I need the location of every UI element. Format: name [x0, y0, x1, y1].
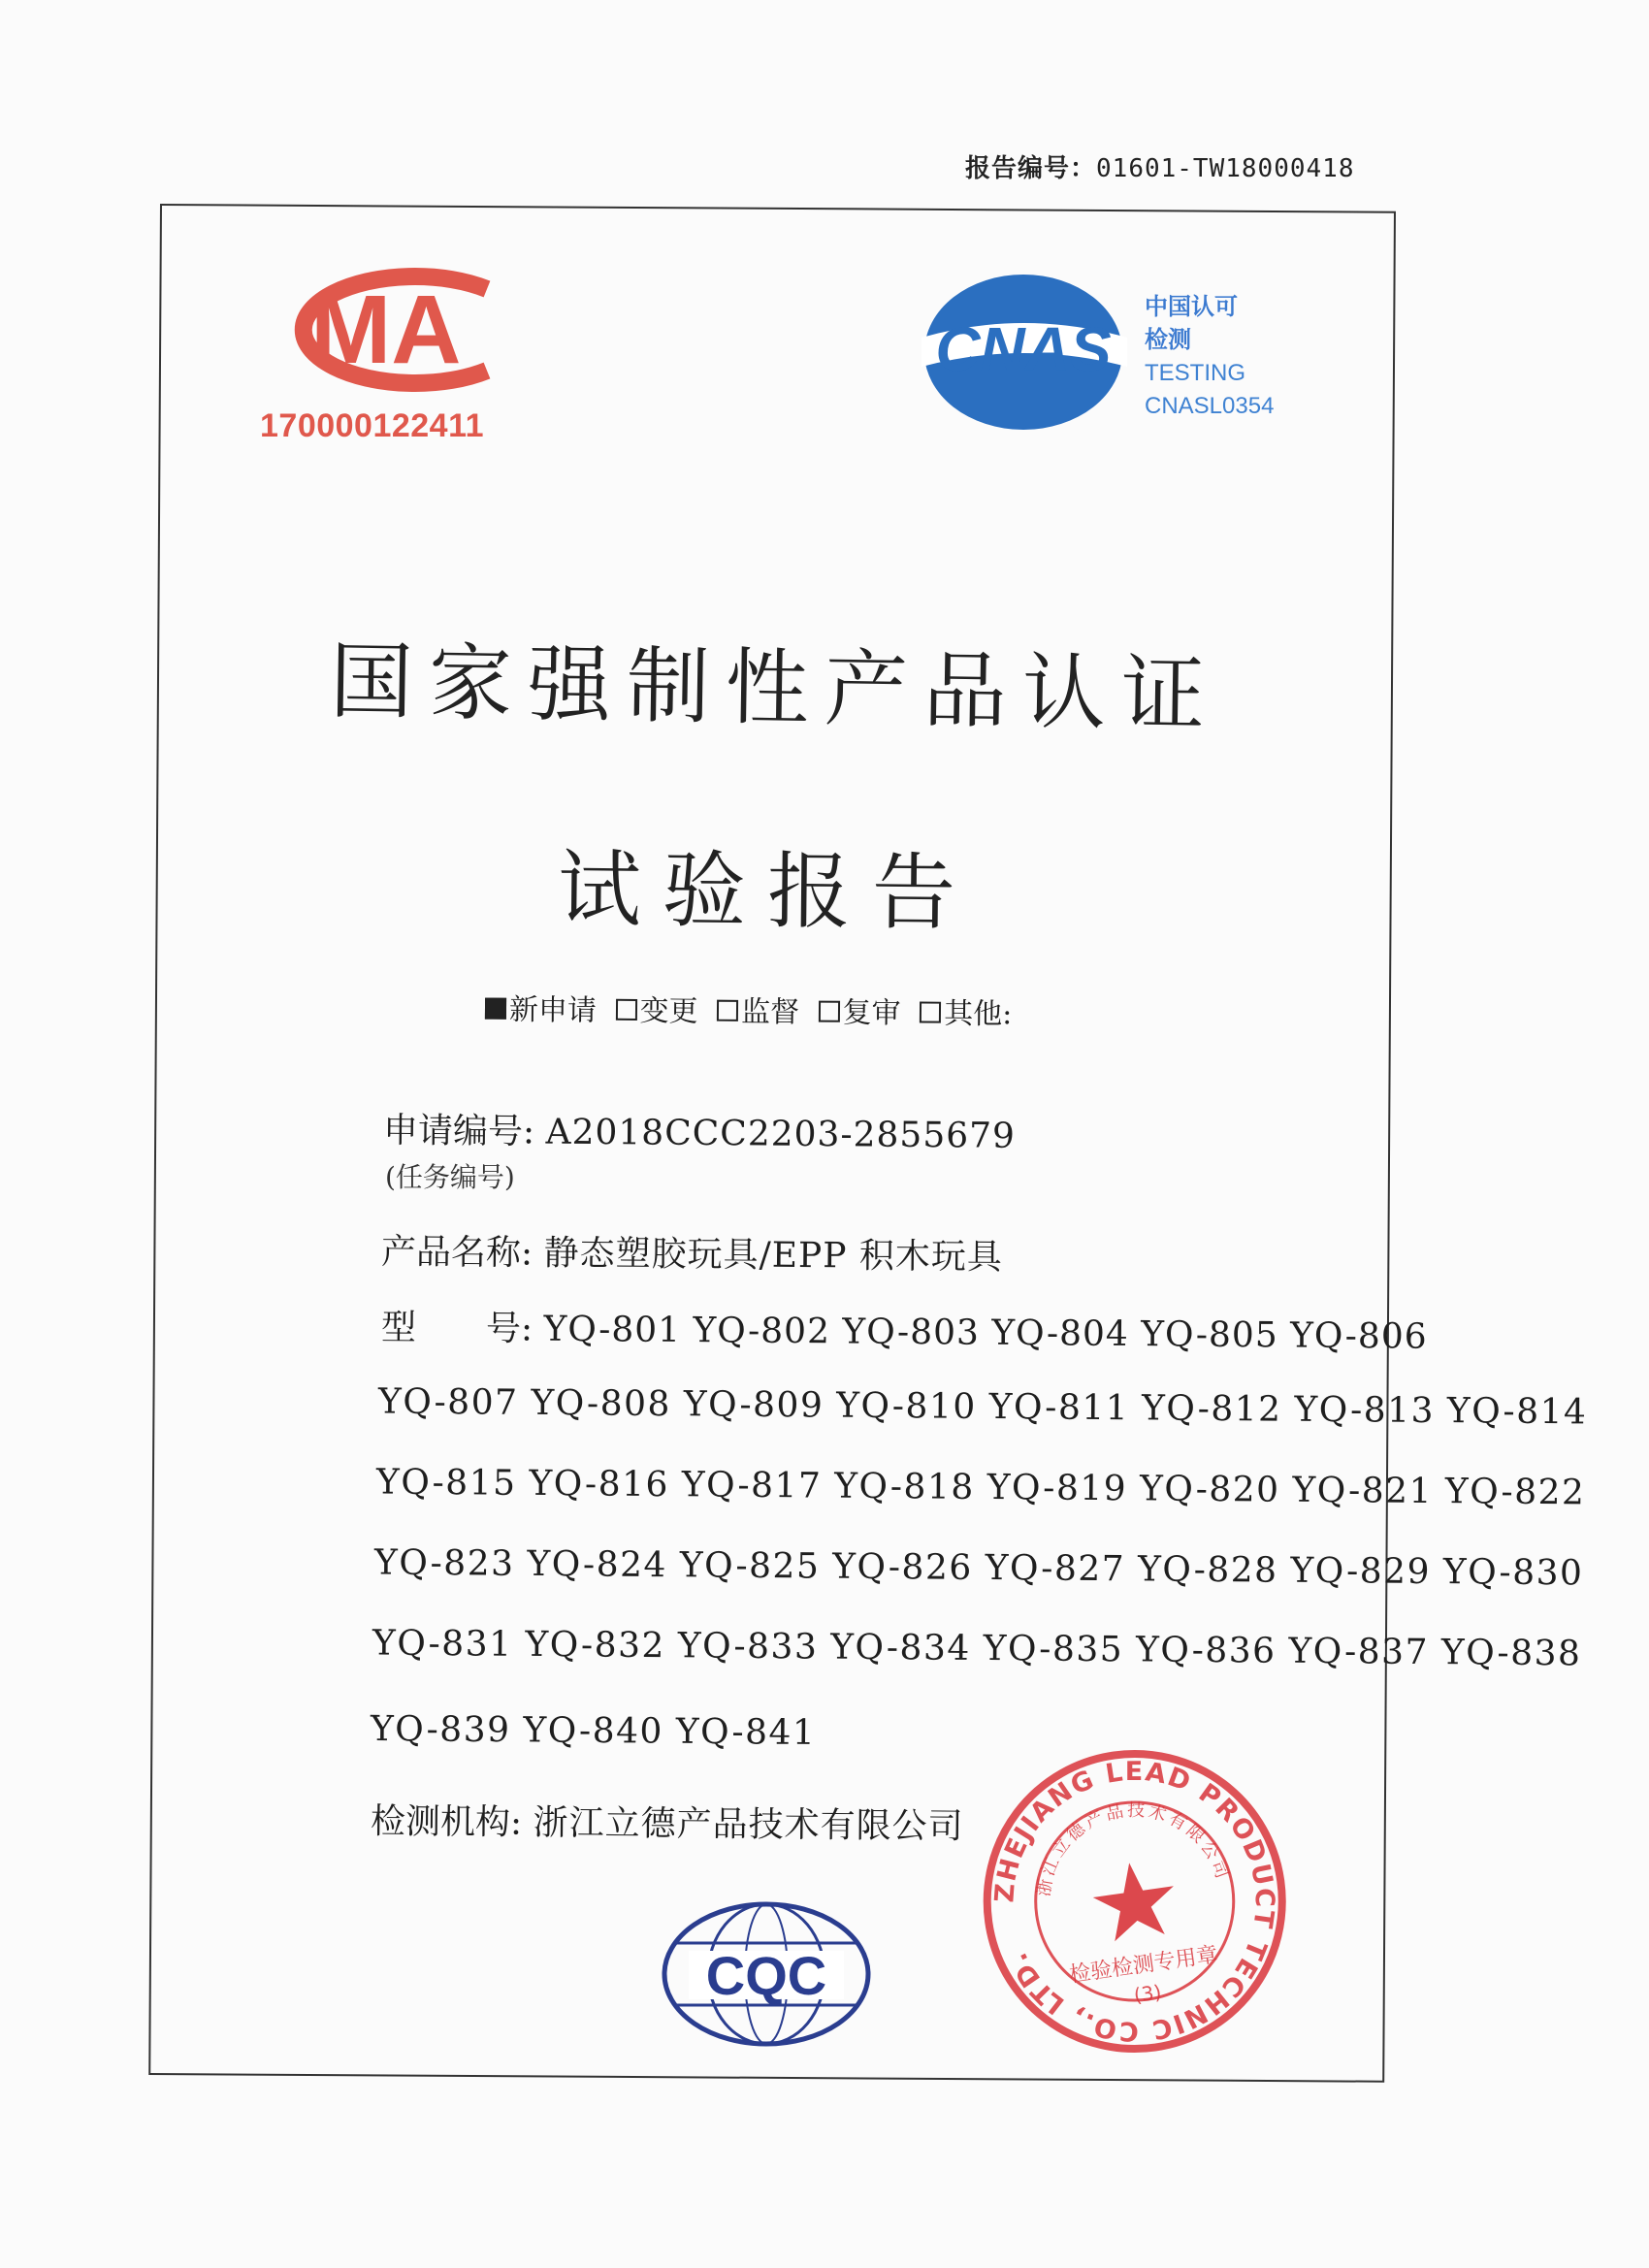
product-name-value: 静态塑胶玩具/EPP 积木玩具 — [543, 1233, 1004, 1278]
model-line: YQ-839 YQ-840 YQ-841 — [370, 1708, 817, 1754]
cma-number: 170000122411 — [260, 407, 485, 444]
model-line: YQ-823 YQ-824 YQ-825 YQ-826 YQ-827 YQ-828 YQ-829 YQ-830 — [373, 1542, 1584, 1594]
cma-logo — [262, 262, 524, 402]
application-number-field — [383, 1103, 1016, 1158]
product-name-label: 产品名称: — [380, 1232, 534, 1274]
model-line: YQ-807 YQ-808 YQ-809 YQ-810 YQ-811 YQ-812 YQ-813 YQ-814 — [377, 1381, 1588, 1433]
option-supervision: 监督 — [717, 995, 799, 1030]
checkbox-checked-icon — [485, 998, 506, 1020]
checkbox-empty-icon — [920, 1001, 941, 1022]
checkbox-empty-icon — [819, 1001, 840, 1022]
application-number-value: A2018CCC2203-2855679 — [545, 1112, 1017, 1156]
cnas-cn-line-2: 检测 — [1145, 327, 1191, 353]
option-other: 其他: — [920, 996, 1012, 1031]
option-new-application: 新申请 — [485, 993, 597, 1028]
model-line: YQ-801 YQ-802 YQ-803 YQ-804 YQ-805 YQ-806 — [543, 1309, 1428, 1357]
testing-lab-value: 浙江立德产品技术有限公司 — [533, 1802, 964, 1847]
model-line: YQ-815 YQ-816 YQ-817 YQ-818 YQ-819 YQ-820 YQ-821 YQ-822 — [375, 1462, 1586, 1513]
stamp-number: (3) — [1132, 1980, 1163, 2007]
model-field — [381, 1300, 1428, 1358]
cqc-logo — [655, 1896, 878, 2056]
report-number-label: 报告编号： — [965, 154, 1097, 183]
report-number — [965, 148, 1354, 184]
checkbox-empty-icon — [615, 999, 636, 1021]
option-change: 变更 — [615, 994, 697, 1029]
testing-lab-label: 检测机构: — [370, 1801, 523, 1843]
stamp-outer-text: ZHEJIANG LEAD PRODUCT TECHNIC CO., LTD. — [989, 1757, 1279, 2047]
page-title: 国家强制性产品认证 — [329, 632, 1221, 745]
stamp-purpose: 检验检测专用章 — [1067, 1942, 1219, 1988]
option-review: 复审 — [818, 996, 900, 1031]
cnas-cn-line-1: 中国认可 — [1145, 294, 1238, 320]
product-name-field — [381, 1224, 1003, 1280]
model-line: YQ-831 YQ-832 YQ-833 YQ-834 YQ-835 YQ-836 YQ-837 YQ-838 — [372, 1623, 1582, 1674]
application-number-label: 申请编号: — [382, 1111, 535, 1152]
page-subtitle: 试验报告 — [557, 841, 978, 943]
cnas-code: CNASL0354 — [1145, 393, 1275, 419]
cnas-accreditation-text — [1145, 291, 1274, 423]
application-type-options — [485, 986, 1022, 1033]
task-number-label: (任务编号) — [385, 1161, 515, 1193]
cnas-testing: TESTING — [1145, 360, 1246, 386]
stamp-inner-text: 浙江立德产品技术有限公司 — [1033, 1799, 1234, 1898]
checkbox-empty-icon — [717, 1000, 738, 1021]
cnas-logo — [912, 270, 1135, 438]
cnas-logo-text: CNAS — [935, 314, 1112, 384]
report-number-value: 01601-TW18000418 — [1096, 154, 1355, 183]
cma-logo-text: MA — [310, 275, 462, 384]
official-stamp — [954, 1721, 1315, 2087]
cqc-logo-text: CQC — [705, 1945, 827, 2006]
model-label: 型 号: — [380, 1308, 534, 1349]
testing-lab-field — [371, 1794, 964, 1848]
stamp-star-icon — [1089, 1858, 1180, 1944]
